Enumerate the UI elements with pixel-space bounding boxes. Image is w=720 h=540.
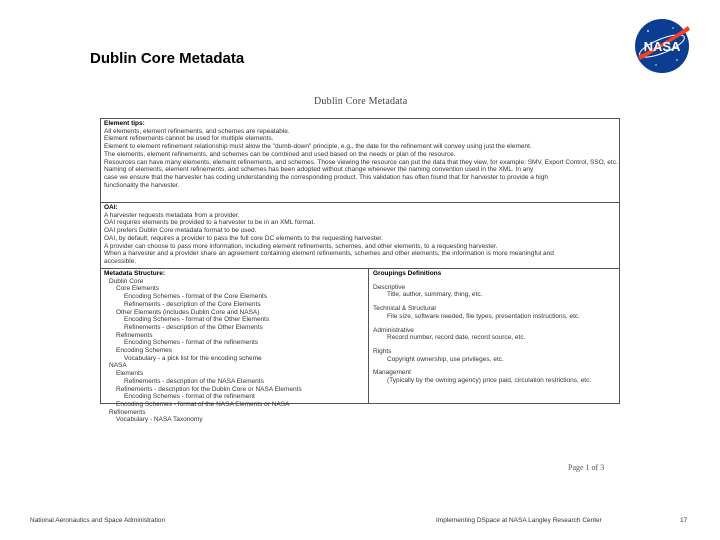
field-tips-line: The elements, element refinements, and schemes can be combined and used based on the needs or plan of the resource. (104, 150, 456, 158)
grouping-name: Management (373, 369, 411, 377)
structure-line: Encoding Schemes (116, 347, 173, 355)
grouping-name: Administrative (373, 326, 414, 334)
structure-line: Refinements (116, 331, 153, 339)
grouping-name: Technical & Structural (373, 305, 436, 313)
structure-line: Elements (116, 370, 144, 378)
structure-line: NASA (109, 362, 127, 370)
document-page-indicator: Page 1 of 3 (568, 463, 605, 472)
grouping-item (373, 369, 615, 384)
field-tips-line: Naming of elements, element refinements, and schemes has been adopted without change whenever the naming convention used in the XML. In any (104, 166, 534, 174)
structure-line: Vocabulary - a pick list for the encoding scheme (124, 354, 262, 362)
structure-line: Refinements - description for the Dublin Core or NASA Elements (116, 385, 302, 393)
structure-line: Encoding Schemes - format of the refinement (124, 393, 255, 401)
grouping-description: (Typically by the owning agency) price paid, circulation restrictions, etc. (387, 377, 592, 385)
footer-organization: National Aeronautics and Space Administration (30, 517, 166, 524)
document-table (100, 118, 620, 424)
oai-section (101, 203, 619, 269)
nasa-logo-wordmark: NASA (643, 39, 681, 54)
metadata-structure-header: Metadata Structure: (104, 270, 166, 277)
grouping-description: Title, author, summary, thing, etc. (387, 291, 483, 299)
grouping-item (373, 327, 615, 342)
grouping-item (373, 305, 615, 320)
oai-line: When a harvester and a provider share an agreement containing element refinements, schemes and other elements, the information is more meaningful and (104, 250, 554, 258)
structure-groupings-row (101, 269, 619, 424)
structure-line: Refinements - description of the Other Elements (124, 323, 263, 331)
structure-line: Refinements - description of the Core Elements (124, 300, 261, 308)
footer-presentation-title: Implementing DSpace at NASA Langley Research Center (436, 517, 602, 524)
oai-line: A provider can choose to pass more information, including element refinements, schemes, and other elements, to a requesting harvester. (104, 242, 498, 250)
groupings-header: Groupings Definitions (373, 270, 442, 277)
structure-line: Encoding Schemes - format of the NASA Elements or NASA (116, 400, 290, 408)
nasa-logo (632, 16, 692, 76)
oai-line: OAI requires elements be provided to a harvester to be in an XML format. (104, 219, 316, 227)
grouping-item (373, 348, 615, 363)
structure-line: Other Elements (includes Dublin Core and NASA) (116, 308, 260, 316)
field-tips-line: functionality the harvester. (104, 181, 180, 189)
oai-line: OAI, by default, requires a provider to pass the full core DC elements to the requesting harvester. (104, 234, 383, 242)
field-tips-line: Element to element refinement relationship must allow the "dumb-down" principle, e.g., the date for the refinement will convey using just the element. (104, 143, 532, 151)
grouping-item (373, 284, 615, 299)
structure-line: Encoding Schemes - format of the refinements (124, 339, 259, 347)
grouping-name: Descriptive (373, 283, 406, 291)
oai-line: accessible. (104, 257, 137, 265)
grouping-description: Copyright ownership, use privileges, etc. (387, 355, 504, 363)
field-tips-line: All elements, element refinements, and schemes are repeatable. (104, 127, 290, 135)
structure-line: Refinements - description of the NASA Elements (124, 377, 264, 385)
groupings-column (369, 269, 619, 403)
grouping-description: File size, software needed, file types, presentation instructions, etc. (387, 312, 580, 320)
field-tips-header: Element tips: (104, 120, 145, 127)
structure-line: Encoding Schemes - format of the Other Elements (124, 316, 270, 324)
structure-line: Encoding Schemes - format of the Core Elements (124, 293, 268, 301)
grouping-description: Record number, record date, record source, etc. (387, 334, 526, 342)
grouping-name: Rights (373, 347, 392, 355)
field-tips-line: case we ensure that the harvester has coding understanding the corresponding product. This validation has often found that for harvester to provide a high (104, 173, 548, 181)
footer-page-number: 17 (680, 517, 688, 524)
oai-header: OAI: (104, 204, 118, 211)
field-tips-line: Resources can have many elements, element refinements, and schemes. Those viewing the resource can put the data that they view, for example: SMV, Export Control, SSO, etc. (104, 158, 618, 166)
oai-line: A harvester requests metadata from a provider. (104, 211, 240, 219)
structure-line: Vocabulary - NASA Taxonomy (116, 416, 203, 424)
metadata-structure-column (101, 269, 369, 424)
structure-line: Core Elements (116, 285, 159, 293)
slide-title: Dublin Core Metadata (90, 50, 245, 67)
structure-line: Dublin Core (109, 277, 144, 285)
structure-line: Refinements (109, 408, 146, 416)
field-tips-line: Element refinements cannot be used for multiple elements. (104, 135, 274, 143)
field-tips-section (101, 119, 619, 203)
document-heading: Dublin Core Metadata (314, 96, 408, 107)
oai-line: OAI prefers Dublin Core metadata format to be used. (104, 227, 257, 235)
